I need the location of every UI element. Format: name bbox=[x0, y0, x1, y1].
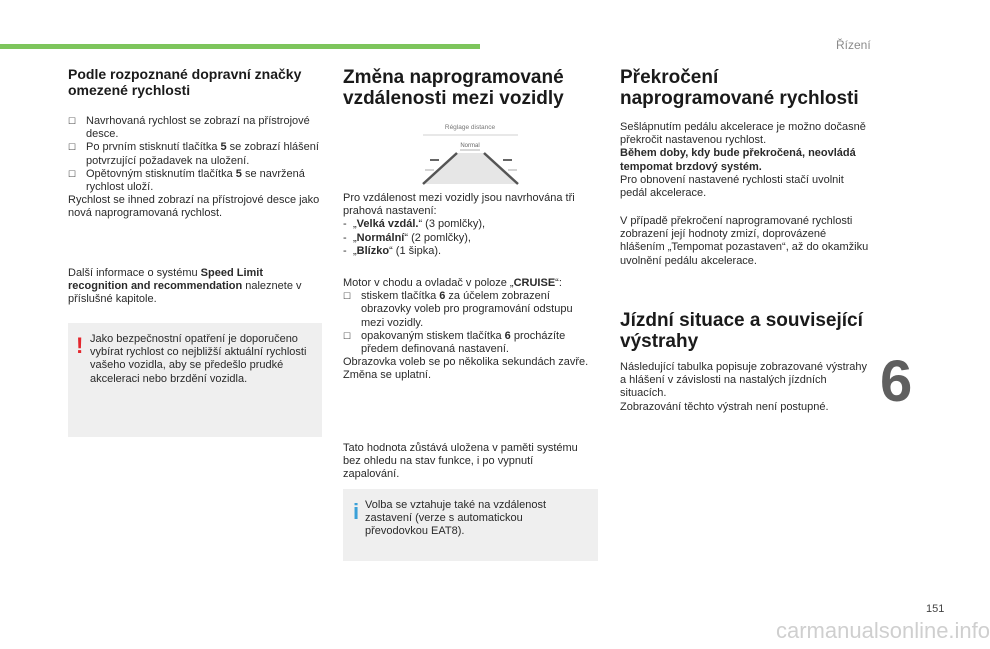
overspeed-paragraph: Sešlápnutím pedálu akcelerace je možno dočasně překročit nastavenou rychlost. Během doby, kdy bude překročená, neovládá tempomat brzdový systém. Pro obnovení nastavené rychlosti stačí uvolnit pedál akcelerace. bbox=[620, 121, 866, 200]
paragraph: Změna se uplatní. bbox=[343, 369, 432, 382]
bullet-marker-icon: ☐ bbox=[68, 168, 77, 179]
info-note bbox=[343, 489, 598, 561]
option-item: - „Velká vzdál.“ (3 pomlčky), bbox=[343, 218, 486, 231]
distance-options bbox=[343, 192, 598, 258]
info-text: Volba se vztahuje také na vzdálenost zastavení (verze s automatickou převodovkou EAT8). bbox=[365, 499, 547, 538]
bullet-item: ☐ stiskem tlačítka 6 za účelem zobrazení obrazovky voleb pro programování odstupu mezi vozidly. bbox=[343, 290, 573, 329]
chapter-number: 6 bbox=[880, 349, 913, 414]
road-surface bbox=[423, 153, 518, 184]
more-info-paragraph: Další informace o systému Speed Limit recognition and recommendation naleznete v příslušné kapitole. bbox=[68, 267, 302, 306]
heading-overspeed: Překročení naprogramované rychlosti bbox=[620, 67, 859, 109]
accent-bar bbox=[0, 44, 480, 49]
cruise-instructions: Motor v chodu a ovladač v poloze „CRUISE“: ☐ stiskem tlačítka 6 za účelem zobrazení obrazovky voleb pro programování odstupu mezi vozidly. ☐ opakovaným stiskem tlačítka 6 procházíte předem definovaná nastavení. Obrazovka voleb se po několika sekundách zavře. Změna se uplatní. bbox=[343, 277, 598, 383]
paragraph: Rychlost se ihned zobrazí na přístrojové desce jako nová naprogramovaná rychlost. bbox=[68, 194, 320, 220]
bullet-item: ☐ Opětovným stisknutím tlačítka 5 se navržená rychlost uloží. bbox=[68, 167, 305, 194]
watermark: carmanualsonline.info bbox=[776, 618, 990, 643]
heading-distance: Změna naprogramované vzdálenosti mezi vozidly bbox=[343, 67, 564, 109]
page-number: 151 bbox=[926, 603, 945, 615]
bullet-item: ☐ opakovaným stiskem tlačítka 6 procházíte předem definovaná nastavení. bbox=[343, 329, 566, 356]
info-icon: i bbox=[353, 499, 360, 524]
overspeed-display-paragraph: V případě překročení naprogramované rychlosti zobrazení její hodnoty zmizí, doprovázené hlášením „Tempomat pozastaven“, až do okamžiku uvolnění pedálu akcelerace. bbox=[620, 215, 869, 267]
illustration-label: Normal bbox=[460, 143, 480, 149]
bullet-item: ☐ Po prvním stisknutí tlačítka 5 se zobrazí hlášení potvrzující požadavek na uložení. bbox=[68, 141, 319, 167]
warning-icon: ! bbox=[76, 333, 84, 358]
option-item: - „Blízko“ (1 šipka). bbox=[343, 244, 442, 257]
speed-sign-text bbox=[68, 115, 322, 221]
bullet-item: ☐ Navrhovaná rychlost se zobrazí na přístrojové desce. bbox=[68, 115, 310, 141]
distance-illustration bbox=[413, 120, 528, 186]
warning-note bbox=[68, 323, 322, 437]
paragraph: Obrazovka voleb se po několika sekundách zavře. bbox=[343, 356, 589, 369]
heading-situations: Jízdní situace a související výstrahy bbox=[620, 310, 863, 352]
section-label: Řízení bbox=[836, 38, 871, 52]
option-item: - „Normální“ (2 pomlčky), bbox=[343, 231, 471, 244]
bullet-marker-icon: ☐ bbox=[68, 116, 77, 126]
warning-text: Jako bezpečnostní opatření je doporučeno vybírat rychlost co nejbližší aktuální rychlosti vašeho vozidla, aby se předešlo prudké akceleraci nebo brzdění vozidla. bbox=[90, 333, 307, 385]
situations-paragraph: Následující tabulka popisuje zobrazované výstrahy a hlášení v závislosti na nastalých jízdních situacích. Zobrazování těchto výstrah není postupné. bbox=[620, 361, 868, 413]
memory-paragraph: Tato hodnota zůstává uložena v paměti systému bez ohledu na stav funkce, i po vypnutí zapalování. bbox=[343, 442, 578, 481]
bullet-marker-icon: ☐ bbox=[343, 291, 352, 302]
road-distance-graphic bbox=[413, 120, 528, 186]
bullet-marker-icon: ☐ bbox=[343, 330, 352, 341]
paragraph: Pro vzdálenost mezi vozidly jsou navrhována tři prahová nastavení: bbox=[343, 192, 575, 218]
illustration-title: Réglage distance bbox=[444, 124, 496, 131]
heading-speed-sign: Podle rozpoznané dopravní značky omezené rychlosti bbox=[68, 66, 302, 98]
bullet-marker-icon: ☐ bbox=[68, 142, 77, 153]
